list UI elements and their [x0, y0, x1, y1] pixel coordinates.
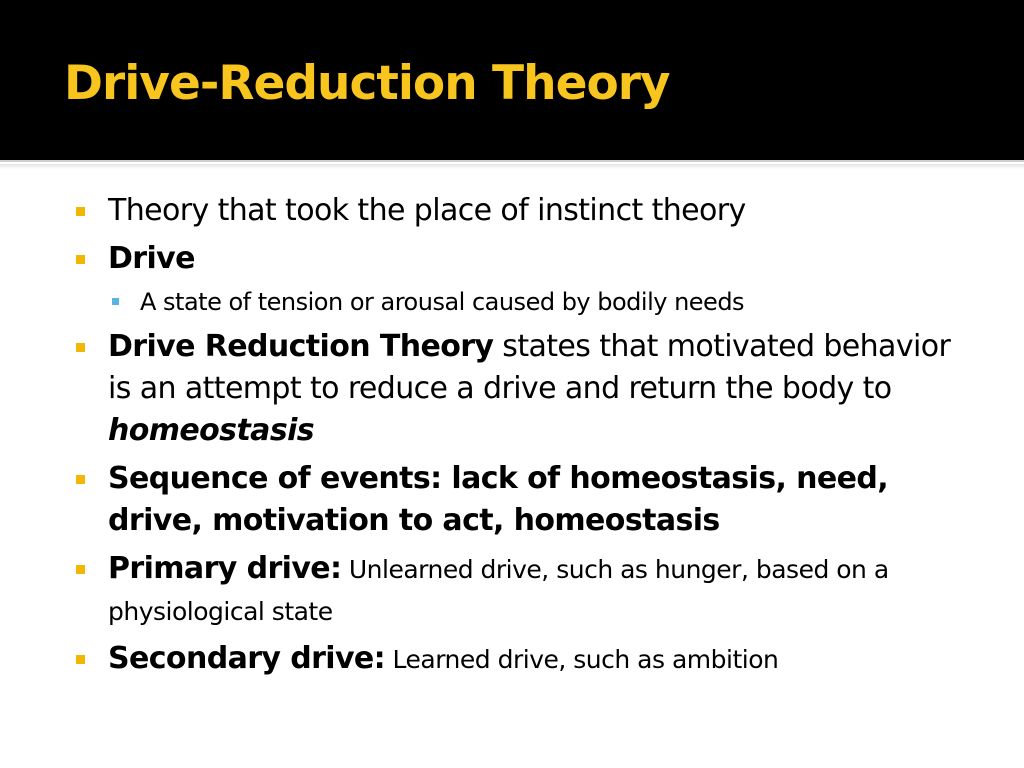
square-bullet-icon	[76, 475, 85, 484]
bullet-text: Drive	[108, 241, 195, 276]
bullet-bold-term: Drive Reduction Theory	[108, 329, 494, 364]
title-bar	[0, 0, 1024, 160]
bullet-item	[72, 190, 972, 232]
square-bullet-icon	[76, 343, 85, 352]
square-sub-bullet-icon	[112, 298, 119, 305]
title-divider-shadow	[0, 164, 1024, 169]
bullet-text: states that motivated behavior is an attempt to reduce a drive and return the body to	[108, 329, 951, 406]
bullet-emphasis: homeostasis	[108, 413, 315, 448]
title-divider	[0, 160, 1024, 162]
sub-bullet-item	[108, 284, 972, 320]
bullet-list	[72, 190, 972, 686]
bullet-item	[72, 638, 972, 680]
bullet-bold-term: Primary drive:	[108, 551, 342, 586]
bullet-text: Unlearned drive, such as hunger, based on a physiological state	[108, 555, 889, 626]
square-bullet-icon	[76, 655, 85, 664]
bullet-bold-term: Secondary drive:	[108, 641, 386, 676]
square-bullet-icon	[76, 207, 85, 216]
bullet-text: Sequence of events: lack of homeostasis, need, drive, motivation to act, homeostasis	[108, 461, 889, 538]
bullet-item	[72, 548, 972, 632]
square-bullet-icon	[76, 255, 85, 264]
bullet-text: Theory that took the place of instinct theory	[108, 193, 746, 228]
square-bullet-icon	[76, 565, 85, 574]
bullet-text: Learned drive, such as ambition	[385, 645, 779, 674]
bullet-item	[72, 238, 972, 320]
sub-bullet-text: A state of tension or arousal caused by bodily needs	[140, 288, 745, 316]
slide-title: Drive-Reduction Theory	[64, 56, 670, 111]
sub-bullet-list	[108, 284, 972, 320]
bullet-item	[72, 326, 972, 452]
bullet-item	[72, 458, 972, 542]
